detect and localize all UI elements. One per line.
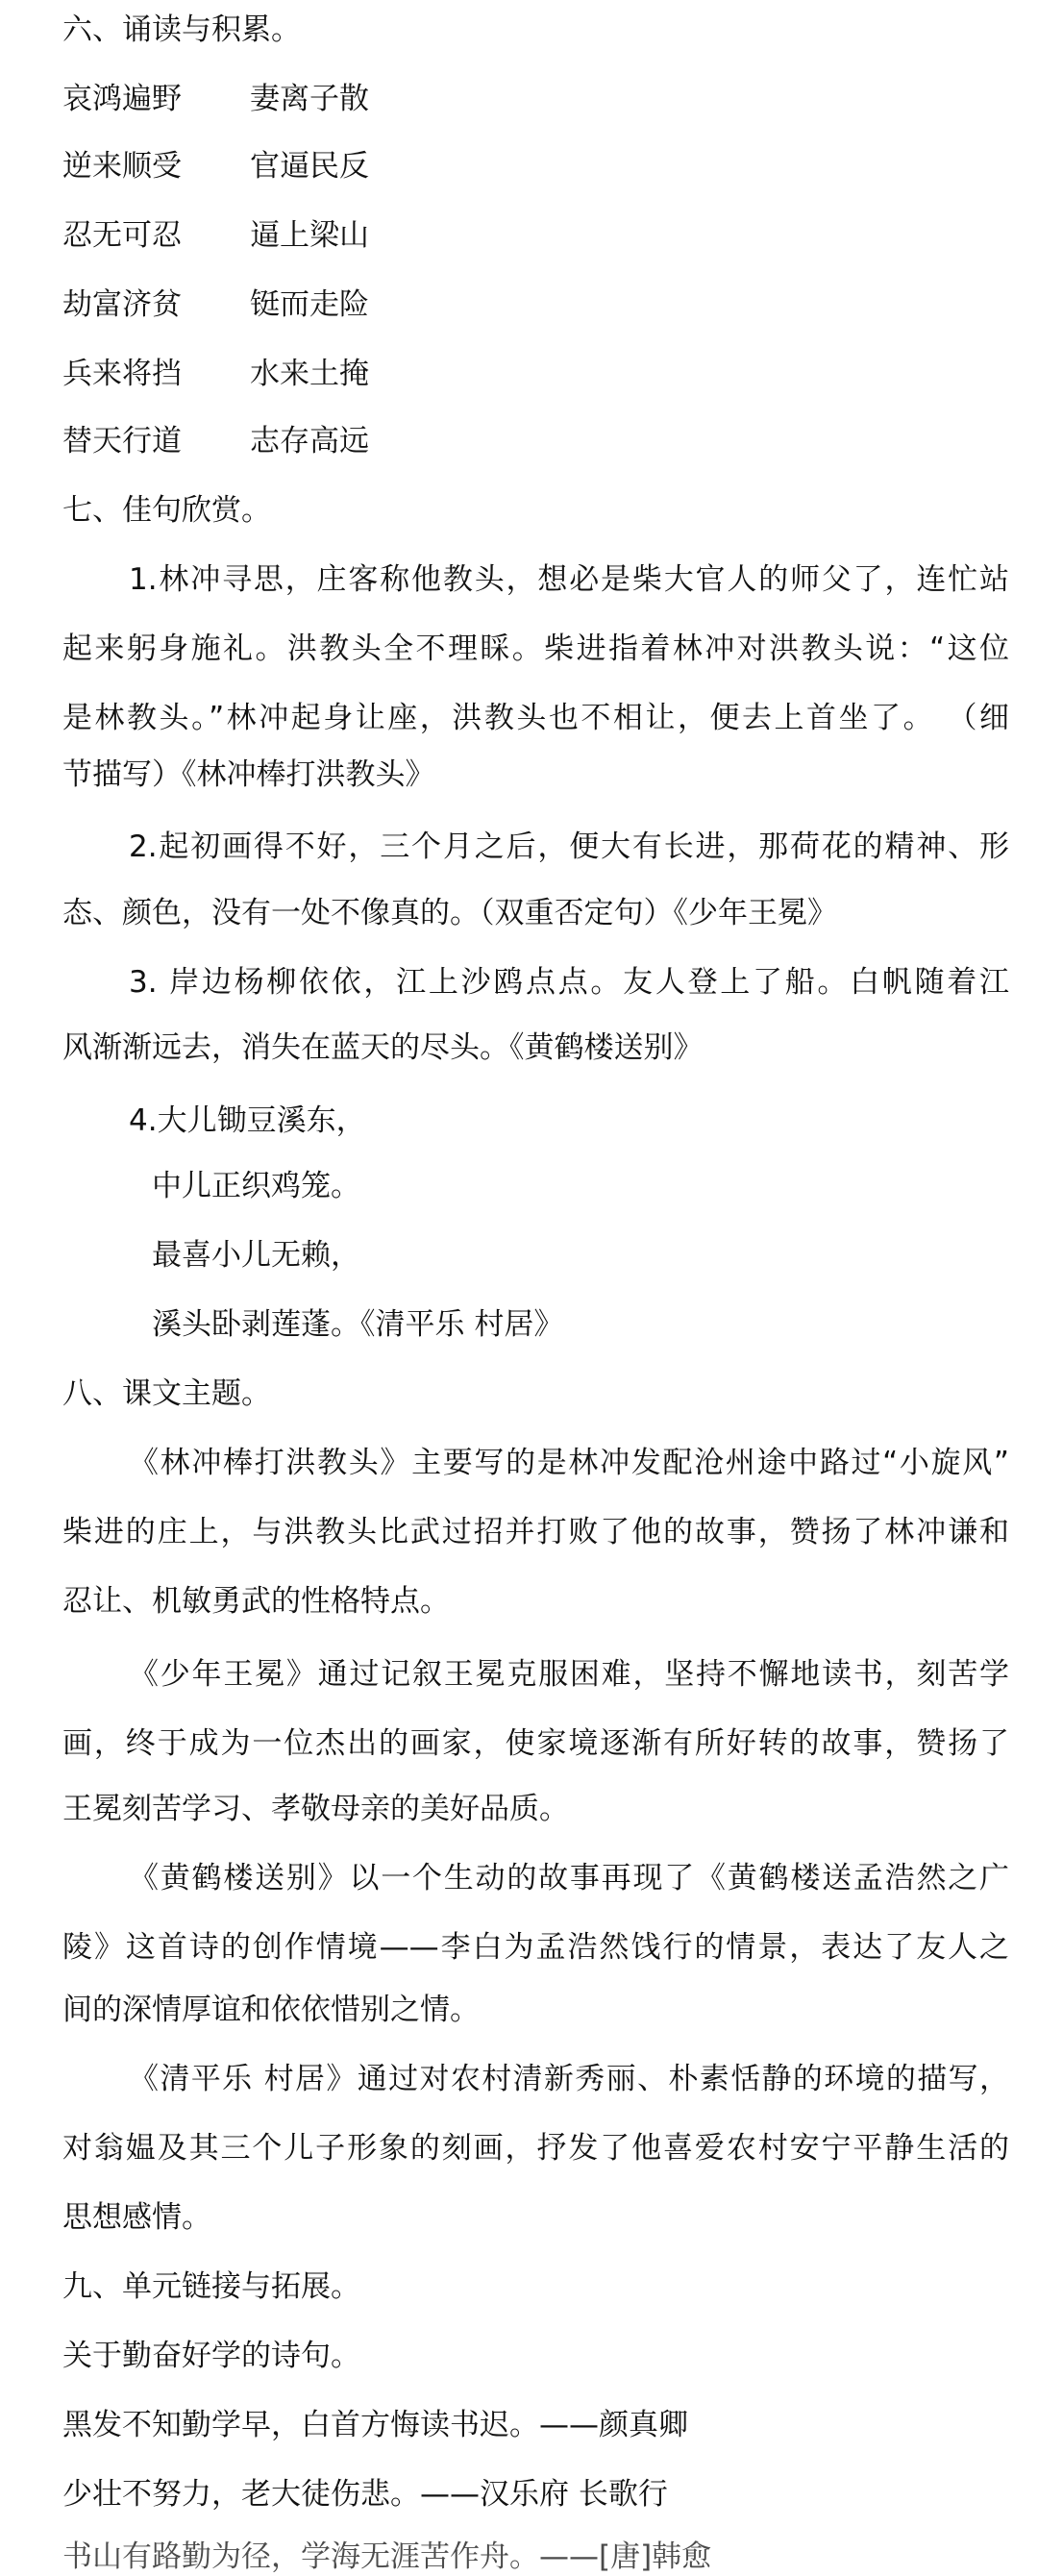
- text-line: 《少年王冕》通过记叙王冕克服困难，坚持不懈地读书，刻苦学: [129, 1657, 1009, 1692]
- idiom: 官逼民反: [250, 149, 369, 184]
- idiom: 劫富济贫: [62, 287, 182, 322]
- text-line: 忍让、机敏勇武的性格特点。: [62, 1584, 450, 1619]
- text-line: 风渐渐远去，消失在蓝天的尽头。《黄鹤楼送别》: [62, 1030, 704, 1065]
- text-line: 节描写）《林冲棒打洪教头》: [62, 757, 435, 792]
- quote-line: 少壮不努力，老大徒伤悲。——汉乐府 长歌行: [62, 2477, 668, 2512]
- idiom: 逆来顺受: [62, 149, 182, 184]
- quote-line: 黑发不知勤学早，白首方悔读书迟。——颜真卿: [62, 2408, 688, 2442]
- section-heading: 七、佳句欣赏。: [62, 493, 271, 528]
- text-line: 1.林冲寻思，庄客称他教头，想必是柴大官人的师父了，连忙站: [129, 562, 1009, 597]
- idiom: 水来土掩: [250, 357, 369, 391]
- poem-line: 最喜小儿无赖，: [152, 1238, 360, 1273]
- text-line: 思想感情。: [62, 2200, 211, 2235]
- text-line: 王冕刻苦学习、孝敬母亲的美好品质。: [62, 1792, 569, 1826]
- text-line: 《黄鹤楼送别》以一个生动的故事再现了《黄鹤楼送孟浩然之广: [129, 1861, 1009, 1895]
- idiom: 替天行道: [62, 424, 182, 458]
- idiom: 志存高远: [250, 424, 369, 458]
- idiom: 逼上梁山: [250, 218, 369, 253]
- text-line: 《林冲棒打洪教头》主要写的是林冲发配沧州途中路过“小旋风”: [129, 1446, 1009, 1480]
- text-line: 陵》这首诗的创作情境——李白为孟浩然饯行的情景，表达了友人之: [62, 1930, 1009, 1965]
- text-line: 起来躬身施礼。洪教头全不理睬。柴进指着林冲对洪教头说：“这位: [62, 632, 1009, 666]
- poem-line: 溪头卧剥莲蓬。《清平乐 村居》: [152, 1307, 564, 1342]
- poem-line: 4.大儿锄豆溪东，: [129, 1103, 366, 1138]
- idiom: 铤而走险: [250, 287, 369, 322]
- poem-line: 中儿正织鸡笼。: [152, 1169, 360, 1203]
- quote-line: 书山有路勤为径，学海无涯苦作舟。——[唐]韩愈: [62, 2539, 712, 2574]
- text-line: 是林教头。”林冲起身让座，洪教头也不相让，便去上首坐了。 （细: [62, 701, 1009, 735]
- text-line: 2.起初画得不好，三个月之后，便大有长进，那荷花的精神、形: [129, 830, 1009, 864]
- text-line: 态、颜色，没有一处不像真的。（双重否定句）《少年王冕》: [62, 896, 837, 930]
- idiom: 哀鸿遍野: [62, 82, 182, 116]
- text-line: 《清平乐 村居》通过对农村清新秀丽、朴素恬静的环境的描写，: [129, 2062, 1009, 2096]
- idiom: 忍无可忍: [62, 218, 182, 253]
- text-line: 3. 岸边杨柳依依，江上沙鸥点点。友人登上了船。白帆随着江: [129, 965, 1009, 1000]
- text-line: 关于勤奋好学的诗句。: [62, 2339, 360, 2373]
- text-line: 画，终于成为一位杰出的画家，使家境逐渐有所好转的故事，赞扬了: [62, 1726, 1009, 1761]
- section-heading: 八、课文主题。: [62, 1376, 271, 1411]
- text-line: 柴进的庄上，与洪教头比武过招并打败了他的故事，赞扬了林冲谦和: [62, 1515, 1009, 1549]
- text-line: 对翁媪及其三个儿子形象的刻画，抒发了他喜爱农村安宁平静生活的: [62, 2131, 1009, 2166]
- text-line: 间的深情厚谊和依依惜别之情。: [62, 1993, 480, 2027]
- idiom: 兵来将挡: [62, 357, 182, 391]
- idiom: 妻离子散: [250, 82, 369, 116]
- section-heading: 六、诵读与积累。: [62, 12, 301, 47]
- section-heading: 九、单元链接与拓展。: [62, 2269, 360, 2304]
